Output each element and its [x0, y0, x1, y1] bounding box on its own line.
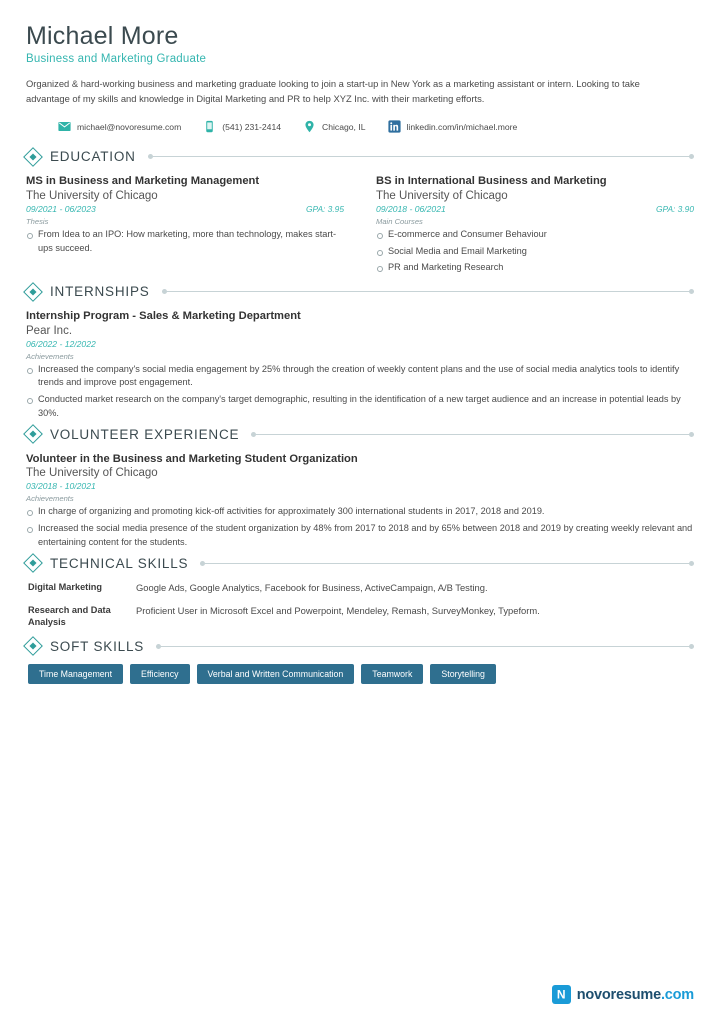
- logo-text: [577, 987, 694, 1003]
- linkedin-icon: [388, 120, 401, 133]
- status-badge: Efficiency: [130, 664, 190, 684]
- education-degree: BS in International Business and Marketing: [376, 175, 607, 188]
- status-badge: Storytelling: [430, 664, 496, 684]
- skill-label: Digital Marketing: [28, 581, 103, 592]
- skill-value: Google Ads, Google Analytics, Facebook for Business, ActiveCampaign, A/B Testing.: [136, 581, 488, 593]
- section-title-internships: INTERNSHIPS: [50, 284, 150, 300]
- volunteer-subhead: Achievements: [26, 494, 74, 504]
- diamond-icon: [23, 424, 43, 444]
- section-education: [26, 149, 694, 278]
- internship-dates: 06/2022 - 12/2022: [26, 338, 96, 349]
- section-soft-skills: [26, 639, 694, 684]
- education-entry: [376, 174, 694, 278]
- list-item: E-commerce and Consumer Behaviour: [376, 228, 694, 242]
- education-entry: [26, 174, 344, 278]
- location-pin-icon: [303, 120, 316, 133]
- section-title-volunteer: VOLUNTEER EXPERIENCE: [50, 426, 240, 442]
- skill-row: [26, 581, 694, 594]
- contact-linkedin-text: linkedin.com/in/michael.more: [406, 121, 518, 132]
- status-badge: Time Management: [28, 664, 123, 684]
- section-header-technical-skills: [26, 556, 694, 571]
- contact-phone[interactable]: [203, 120, 281, 133]
- internship-role: Internship Program - Sales & Marketing Department: [26, 310, 301, 323]
- list-item: In charge of organizing and promoting kick-off activities for approximately 300 international students in 2017, 2018 and 2019.: [26, 505, 694, 519]
- contact-linkedin[interactable]: [388, 120, 518, 133]
- education-school: The University of Chicago: [26, 189, 158, 202]
- section-divider: [251, 434, 694, 435]
- novoresume-logo[interactable]: [552, 985, 694, 1004]
- section-header-volunteer: [26, 427, 694, 442]
- volunteer-dates: 03/2018 - 10/2021: [26, 481, 96, 492]
- soft-skill-chips: [26, 664, 694, 684]
- logo-brand: novoresume: [576, 986, 661, 1003]
- volunteer-bullets: [26, 505, 694, 549]
- education-dates: 09/2021 - 06/2023: [26, 203, 96, 214]
- section-internships: [26, 284, 694, 421]
- contact-email-text: michael@novoresume.com: [77, 121, 182, 132]
- contact-email[interactable]: [58, 120, 181, 133]
- section-title-education: EDUCATION: [50, 149, 136, 165]
- education-meta: [376, 204, 694, 214]
- volunteer-entry: [26, 452, 694, 550]
- section-divider: [162, 291, 694, 292]
- education-entries: [26, 174, 694, 278]
- email-icon: [58, 120, 71, 133]
- education-bullets: [26, 228, 344, 256]
- contact-bar: [26, 120, 694, 133]
- education-degree: MS in Business and Marketing Management: [26, 175, 260, 188]
- diamond-icon: [23, 147, 43, 167]
- education-dates: 09/2018 - 06/2021: [376, 203, 446, 214]
- skill-value: Proficient User in Microsoft Excel and Powerpoint, Mendeley, Remash, SurveyMonkey, Typeform.: [136, 604, 540, 616]
- section-divider: [156, 646, 694, 647]
- education-gpa: GPA: 3.90: [655, 203, 694, 214]
- section-title-soft-skills: SOFT SKILLS: [50, 638, 145, 654]
- list-item: PR and Marketing Research: [376, 261, 694, 275]
- profile-summary: Organized & hard-working business and marketing graduate looking to join a start-up in New York as a marketing assistant or intern. Looking to take advantage of my skills and knowledge in Digital Marketing and PR to help XYZ Inc. with their marketing efforts.: [26, 78, 640, 104]
- education-gpa: GPA: 3.95: [305, 203, 344, 214]
- diamond-icon: [23, 282, 43, 302]
- list-item: Conducted market research on the company's target demographic, resulting in the identification of a new target audience and an increase in potential leads by 30%.: [26, 393, 694, 421]
- education-subhead: Main Courses: [376, 216, 423, 226]
- list-item: Social Media and Email Marketing: [376, 245, 694, 259]
- diamond-icon: [23, 553, 43, 573]
- section-title-technical-skills: TECHNICAL SKILLS: [50, 555, 189, 571]
- section-divider: [200, 563, 694, 564]
- education-school: The University of Chicago: [376, 189, 508, 202]
- phone-icon: [203, 120, 216, 133]
- contact-location: [303, 120, 365, 133]
- volunteer-organization: The University of Chicago: [26, 467, 158, 480]
- internship-subhead: Achievements: [26, 351, 74, 361]
- education-bullets: [376, 228, 694, 275]
- section-technical-skills: [26, 556, 694, 629]
- section-divider: [148, 156, 694, 157]
- professional-subtitle: Business and Marketing Graduate: [26, 53, 207, 65]
- list-item: From Idea to an IPO: How marketing, more than technology, makes start-ups succeed.: [26, 228, 344, 256]
- internship-bullets: [26, 363, 694, 421]
- logo-suffix: .com: [660, 986, 694, 1003]
- status-badge: Teamwork: [361, 664, 423, 684]
- page-title: Michael More: [26, 22, 179, 50]
- internship-company: Pear Inc.: [26, 324, 73, 337]
- diamond-icon: [23, 636, 43, 656]
- section-header-education: [26, 149, 694, 164]
- section-volunteer-experience: [26, 427, 694, 550]
- contact-location-text: Chicago, IL: [322, 121, 366, 132]
- education-meta: [26, 204, 344, 214]
- section-header-soft-skills: [26, 639, 694, 654]
- skill-label: Research and Data Analysis: [28, 604, 111, 628]
- volunteer-role: Volunteer in the Business and Marketing Student Organization: [26, 452, 358, 465]
- education-subhead: Thesis: [26, 216, 49, 226]
- skill-row: [26, 604, 694, 629]
- list-item: Increased the social media presence of the student organization by 48% from 2017 to 2018 and by 65% between 2018 and 2019 by creating weekly relevant and entertaining content for the students.: [26, 522, 694, 550]
- novoresume-mark-icon: [552, 985, 571, 1004]
- list-item: Increased the company's social media engagement by 25% through the creation of weekly content plans and the use of social media analytics tools to identify trends and improve post engagement.: [26, 363, 694, 391]
- status-badge: Verbal and Written Communication: [197, 664, 355, 684]
- internship-entry: [26, 309, 694, 421]
- contact-phone-text: (541) 231-2414: [222, 121, 282, 132]
- section-header-internships: [26, 284, 694, 299]
